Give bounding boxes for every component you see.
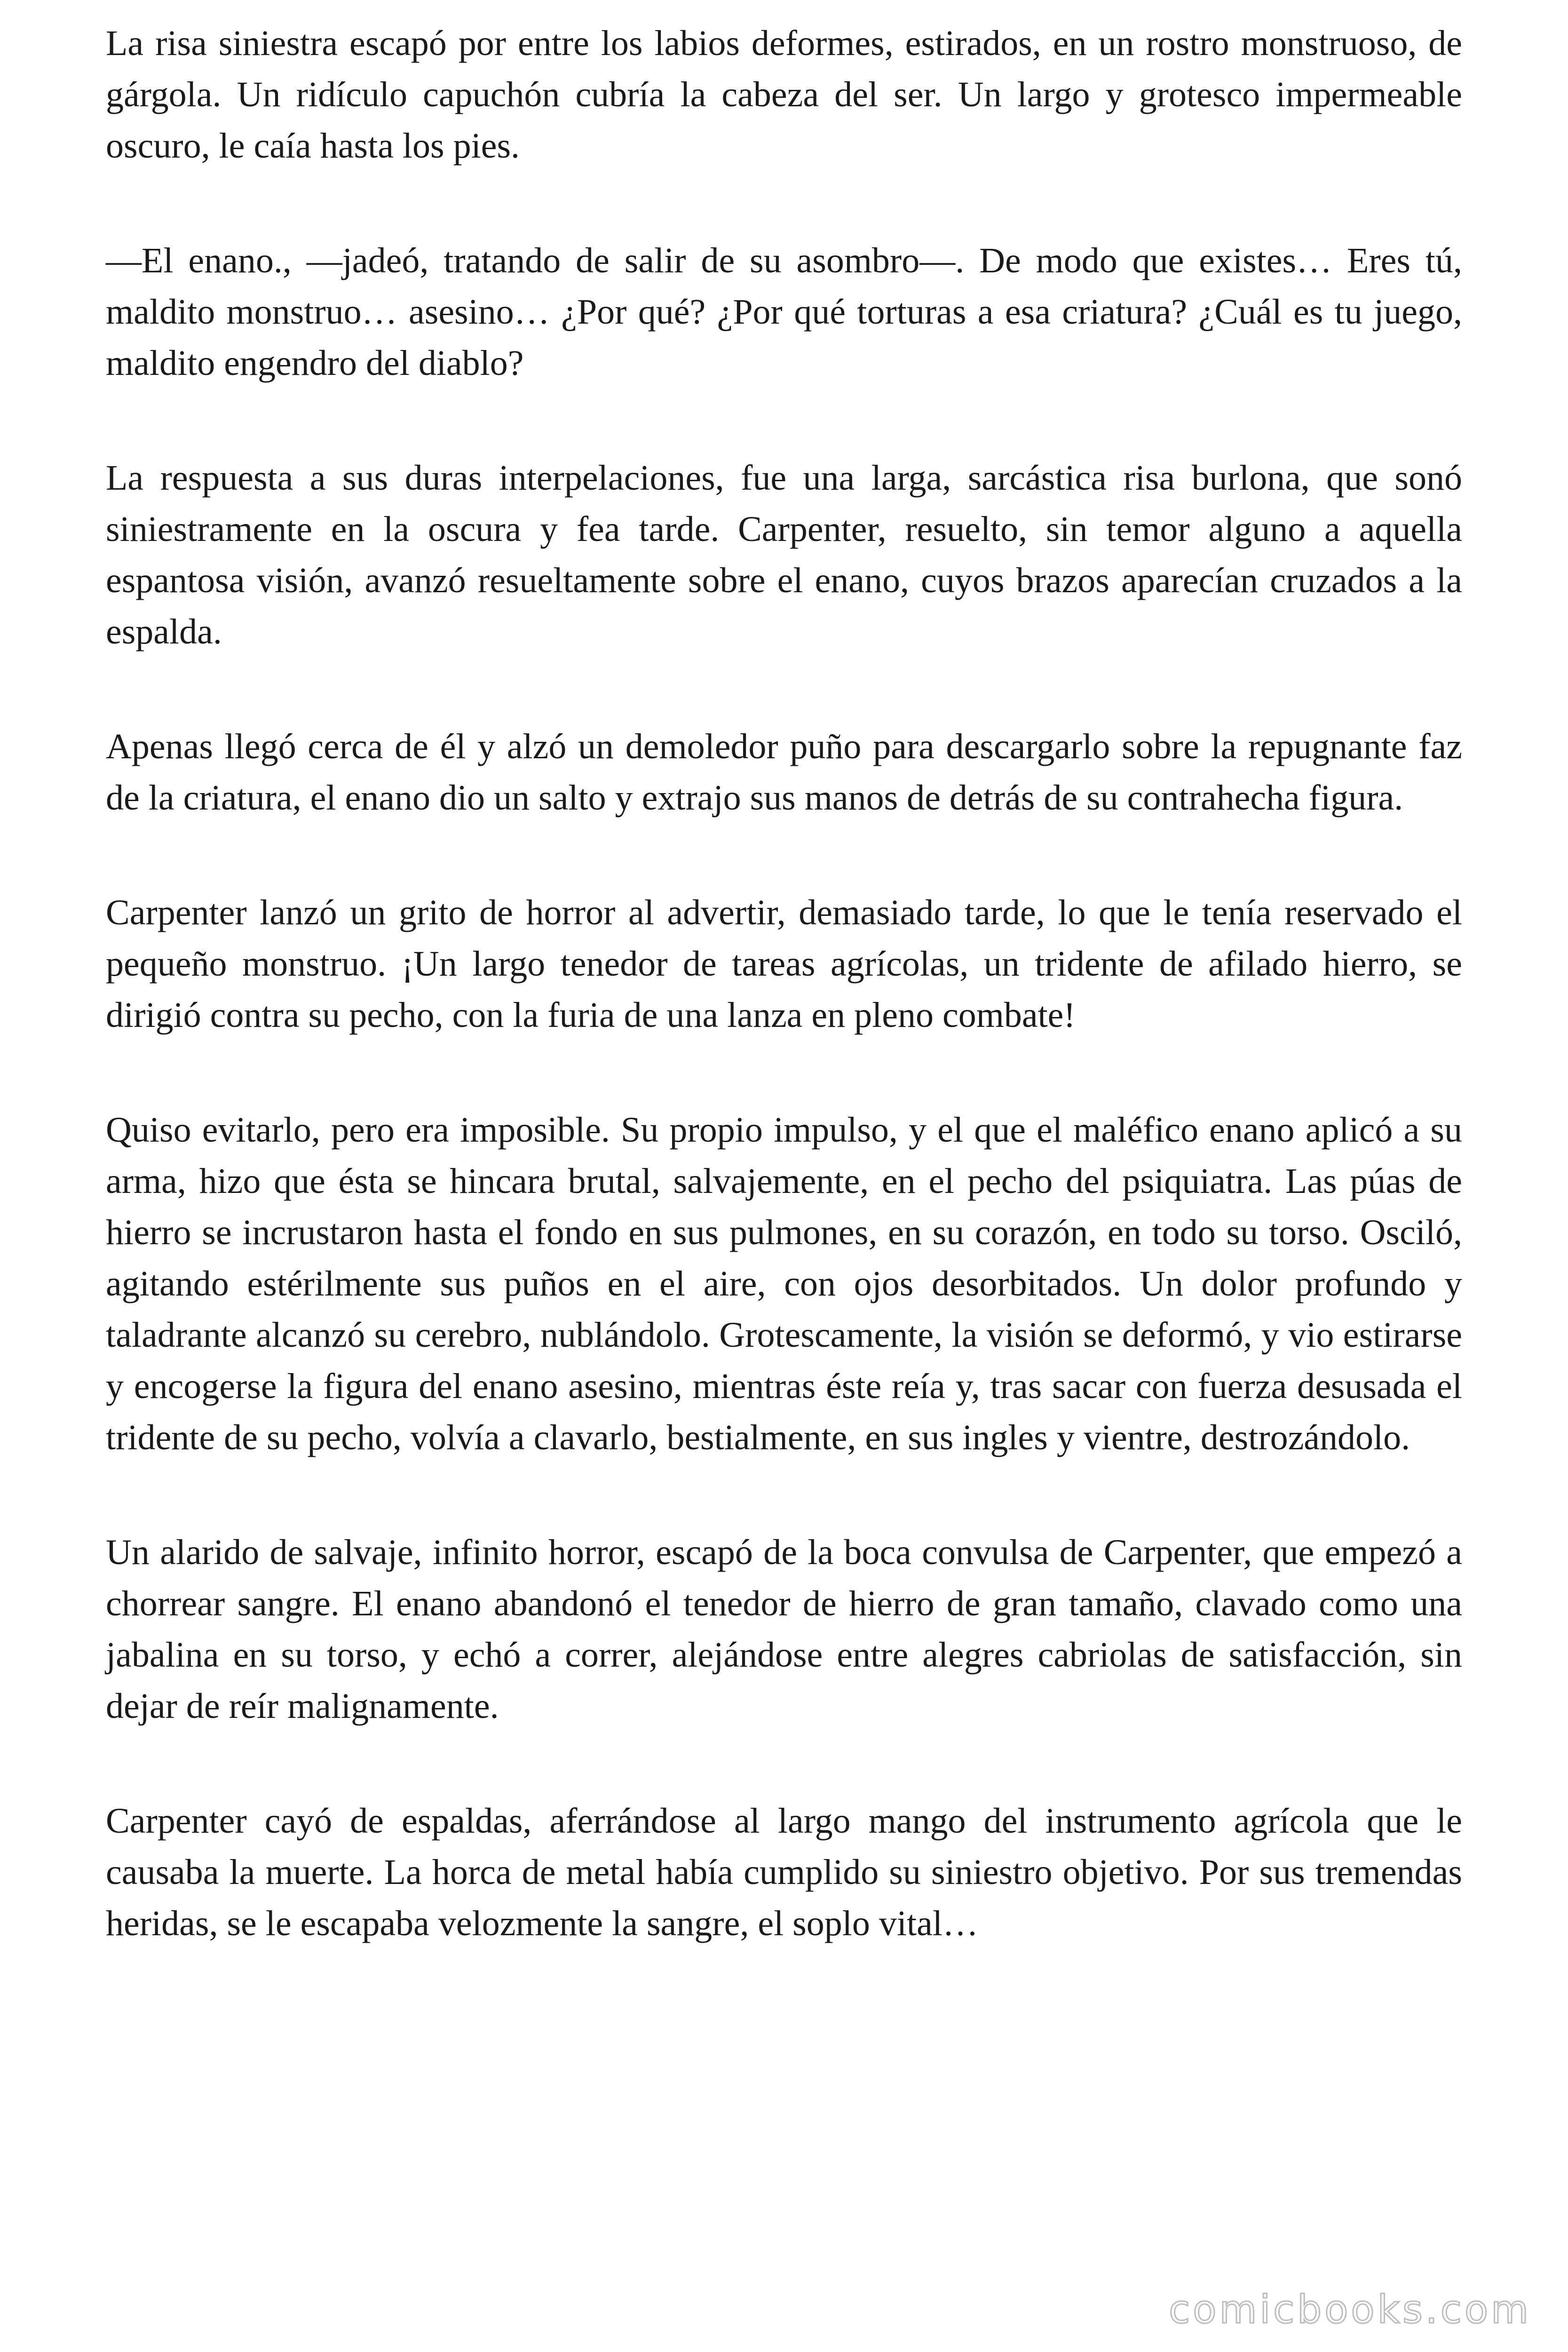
- page-body: [106, 18, 1462, 1949]
- paragraph: Quiso evitarlo, pero era imposible. Su propio impulso, y el que el maléfico enano aplicó a su arma, hizo que ésta se hincara brutal, salvajemente, en el pecho del psiquiatra. Las púas de hierro se incrustaron hasta el fondo en sus pulmones, en su corazón, en todo su torso. Osciló, agitando estérilmente sus puños en el aire, con ojos desorbitados. Un dolor profundo y taladrante alcanzó su cerebro, nublándolo. Grotescamente, la visión se deformó, y vio estirarse y encogerse la figura del enano asesino, mientras éste reía y, tras sacar con fuerza desusada el tridente de su pecho, volvía a clavarlo, bestialmente, en sus ingles y vientre, destrozándolo.: [106, 1110, 1462, 1457]
- paragraph: La respuesta a sus duras interpelaciones, fue una larga, sarcástica risa burlona, que sonó siniestramente en la oscura y fea tarde. Carpenter, resuelto, sin temor alguno a aquella espantosa visión, avanzó resueltamente sobre el enano, cuyos brazos aparecían cruzados a la espalda.: [106, 458, 1462, 652]
- paragraph: Un alarido de salvaje, infinito horror, escapó de la boca convulsa de Carpenter, que empezó a chorrear sangre. El enano abandonó el tenedor de hierro de gran tamaño, clavado como una jabalina en su torso, y echó a correr, alejándose entre alegres cabriolas de satisfacción, sin dejar de reír malignamente.: [106, 1533, 1462, 1726]
- paragraph: Carpenter lanzó un grito de horror al advertir, demasiado tarde, lo que le tenía reservado el pequeño monstruo. ¡Un largo tenedor de tareas agrícolas, un tridente de afilado hierro, se dirigió contra su pecho, con la furia de una lanza en pleno combate!: [106, 893, 1462, 1035]
- paragraph: La risa siniestra escapó por entre los labios deformes, estirados, en un rostro monstruoso, de gárgola. Un ridículo capuchón cubría la cabeza del ser. Un largo y grotesco impermeable oscuro, le caía hasta los pies.: [106, 24, 1462, 166]
- paragraph: Carpenter cayó de espaldas, aferrándose al largo mango del instrumento agrícola que le causaba la muerte. La horca de metal había cumplido su siniestro objetivo. Por sus tremendas heridas, se le escapaba velozmente la sangre, el soplo vital…: [106, 1801, 1462, 1943]
- paragraph: —El enano., —jadeó, tratando de salir de su asombro—. De modo que existes… Eres tú, maldito monstruo… asesino… ¿Por qué? ¿Por qué torturas a esa criatura? ¿Cuál es tu juego, maldito engendro del diablo?: [106, 241, 1462, 383]
- watermark: comicbooks.com: [1169, 2288, 1531, 2332]
- paragraph: Apenas llegó cerca de él y alzó un demoledor puño para descargarlo sobre la repugnante faz de la criatura, el enano dio un salto y extrajo sus manos de detrás de su contrahecha figura.: [106, 727, 1462, 818]
